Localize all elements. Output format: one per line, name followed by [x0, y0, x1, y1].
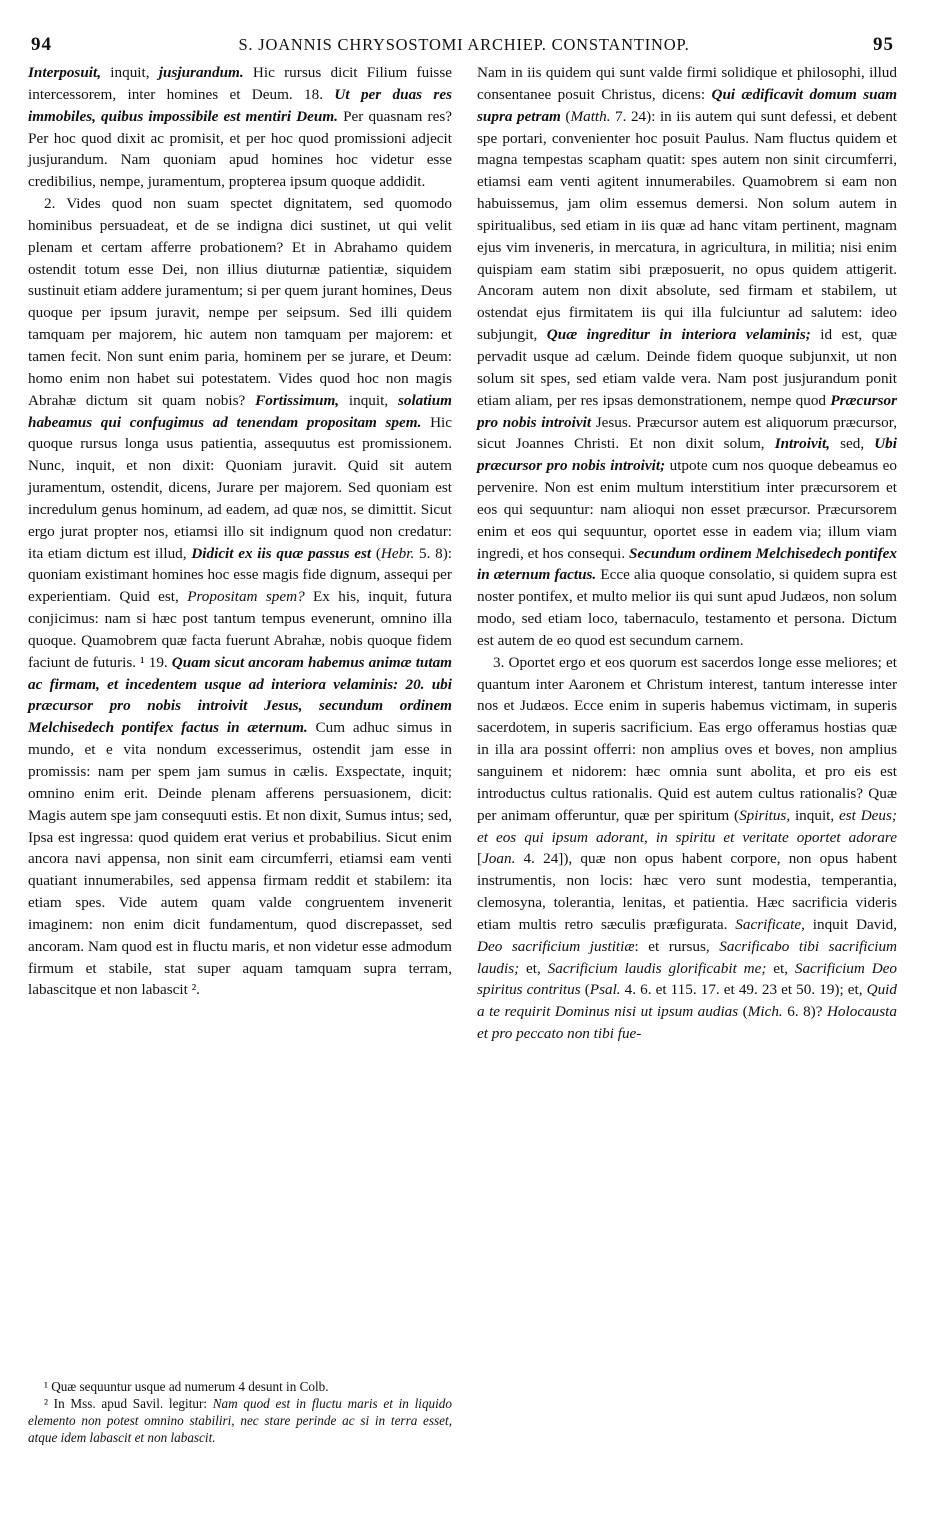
text-span: (: [371, 544, 381, 562]
text-span: est Deus; et eos qui ipsum adorant, in spiritu et veritate oportet adorare: [477, 806, 897, 846]
text-span: Nam quod est in fluctu maris et in liquido elemento non potest omnino stabiliri, nec stare perinde ac si in terra esset, atque idem labascit et non labascit.: [28, 1396, 452, 1445]
text-span: Ecce alia quoque consolatio, si quidem supra est noster pontifex, et multo melior iis qui sunt apud Judæos, non solum modo, sed etiam loco, tabernaculo, testamento et persona. Dictum est autem de eo quod est secundum carnem.: [477, 566, 897, 649]
text-span: Introivit,: [774, 435, 830, 453]
text-span: Mich.: [747, 1003, 783, 1021]
text-span: sed,: [829, 435, 875, 453]
right-paragraph-1: [477, 62, 897, 652]
text-span: 7. 24): in iis autem qui sunt defessi, et debent spe portari, convenienter hoc posuit Paulus. Nam fluctus quidem et magna tempestas scapham quatit: spes autem non sinit circumferri, etiamsi eam venti agitent innumerabiles. Quamobrem si eam non habuissemus, jam olim essemus demersi. Non solum autem in spiritualibus, sed etiam in iis quæ ad hanc vitam pertinent, magnam ejus vim inveneris, in mercatura, in agricultura, in militia; nisi enim quispiam eam statim sibi præposuerit, no opus quidem attigerit. Ancoram autem non dixit absolute, sed firmam et stabilem, ut ostendat ejus firmitatem iis qui illa fulciuntur ad salutem: ideo subjungit,: [477, 107, 898, 344]
text-span: (: [738, 1003, 748, 1021]
right-column: [477, 62, 897, 1045]
text-span: et,: [766, 959, 795, 977]
text-span: inquit,: [101, 64, 159, 81]
text-span: Per quasnam res? Per hoc quod dixit ac promisit, et per hoc quod promissioni adjecit jusjurandum. Nam quoniam apud homines hoc videtur esse credibilius, nempe, juramentum, propterea ipsum quoque addidit.: [28, 107, 453, 191]
text-span: ² In Mss. apud Savil. legitur:: [44, 1396, 213, 1411]
right-page-number: 95: [873, 34, 894, 55]
text-span: (: [560, 107, 571, 125]
text-span: Deo sacrificium justitiæ: [477, 937, 635, 955]
text-span: Ut per duas res immobiles, quibus impossibile est mentiri Deum.: [28, 85, 452, 125]
text-span: Quam sicut ancoram habemus animæ tutam ac firmam, et incedentem usque ad interiora velaminis: 20. ubi præcursor pro nobis introivit Jesus, secundum ordinem Melchisedech pontifex factus in æternum.: [28, 653, 452, 737]
text-span: et,: [519, 959, 548, 977]
text-span: Nam in iis quidem qui sunt valde firmi solidique et philosophi, illud consentanee posuit Christus, dicens:: [477, 64, 897, 103]
text-span: Interposuit,: [28, 64, 102, 81]
text-span: Spiritus,: [739, 806, 791, 824]
text-span: Fortissimum,: [255, 391, 340, 409]
running-title: S. JOANNIS CHRYSOSTOMI ARCHIEP. CONSTANTINOP.: [238, 35, 690, 54]
text-span: Psal.: [589, 981, 621, 999]
text-span: Sacrificium Deo spiritus contritus: [477, 959, 898, 999]
left-page-number: 94: [31, 34, 52, 55]
text-span: Didicit ex iis quæ passus est: [191, 544, 372, 562]
text-span: inquit,: [790, 806, 840, 824]
text-span: Joan.: [482, 850, 516, 868]
text-span: Propositam spem?: [187, 588, 305, 606]
text-span: Hic rursus dicit Filium fuisse intercessorem, inter homines et Deum. 18.: [28, 64, 452, 103]
text-span: 4. 6. et 115. 17. et 49. 23 et 50. 19); et,: [620, 981, 867, 999]
text-span: (: [580, 981, 590, 999]
text-span: Sacrificabo tibi sacrificium laudis;: [477, 937, 898, 977]
text-span: [: [477, 850, 483, 868]
text-span: inquit,: [339, 391, 398, 409]
text-span: Præcursor pro nobis introivit: [477, 391, 897, 431]
text-span: 4. 24]), quæ non opus habent corpore, non opus habent instrumentis, non locis: hæc vero sunt modestia, temperantia, clemosyna, tolerantia, lenitas, et patientia. Hæc sacrificia videris etiam multis retro sæculis præfigurata.: [477, 850, 897, 933]
text-span: jusjurandum.: [158, 64, 244, 81]
text-span: solatium habeamus qui confugimus ad tenendam propositam spem.: [28, 391, 452, 431]
left-paragraph-1: [28, 62, 452, 193]
text-span: Quid a te requirit Dominus nisi ut ipsum audias: [477, 981, 897, 1021]
footnotes: [28, 1378, 452, 1446]
text-span: Sacrificate: [735, 915, 802, 933]
text-span: Hebr.: [380, 544, 415, 562]
text-span: , inquit David,: [801, 915, 897, 933]
text-span: Quæ ingreditur in interiora velaminis;: [546, 326, 811, 344]
running-header: [28, 34, 900, 60]
right-paragraph-2: [477, 652, 897, 1045]
text-span: Ex his, inquit, futura conjicimus: nam si hæc post tantum tempus evenerunt, omnino illa quoque. Quamobrem quæ facta fuerunt Abrahæ, nobis quoque fidem faciunt de futuris. ¹ 19.: [28, 588, 452, 671]
footnote-2: [28, 1395, 452, 1446]
text-span: 6. 8)?: [782, 1003, 827, 1021]
text-span: 3. Oportet ergo et eos quorum est sacerdos longe esse meliores; et quantum inter Aaronem et Christum interest, tantum interesse inter nos et Judæos. Ecce enim in superis habemus victimam, in superis sacerdotem, in superis sacrificium. Eas ergo offeramus hostias quæ in illa ara possint offerri: non amplius oves et boves, non amplius sanguinem et nidorem: hæc omnia sunt abolita, et pro eis est introductus cultus rationalis. Quid est autem cultus rationalis? Quæ per animam offeruntur, quæ per spiritum (: [477, 653, 897, 824]
text-span: Hic quoque rursus longa usus patientia, assequutus est promissionem. Nunc, inquit, et non dixit: Quoniam juravit. Quid sit autem juramentum, ostendit, dicens, Jurare per majorem. Sed quoniam est incredulum genus hominum, ad eadem, ad quæ nos, se dimittit. Sicut ergo jurat propter nos, etiamsi illo sit indignum quod non credatur: ita etiam dictum est illud,: [28, 413, 452, 562]
left-column: [28, 62, 452, 1001]
text-span: Qui ædificavit domum suam supra petram: [477, 85, 898, 125]
text-span: : et rursus,: [634, 937, 720, 955]
text-span: utpote cum nos quoque debeamus eo pervenire. Non est enim multum interstitium inter præcursorem et eos qui sequuntur: nam alioqui non esset præcursor. Præcursorem enim et eos qui sequuntur, oportet esse in eadem via; illum viam ingredi, et hos consequi.: [477, 457, 897, 562]
left-paragraph-2: [28, 193, 452, 1001]
text-span: Jesus. Præcursor autem est aliquorum præcursor, sicut Joannes Christi. Et non dixit solum,: [477, 413, 897, 453]
footnote-1: ¹ Quæ sequuntur usque ad numerum 4 desunt in Colb.: [44, 1379, 329, 1394]
text-span: Matth.: [570, 107, 611, 125]
text-span: Holocausta et pro peccato non tibi fue-: [477, 1003, 897, 1043]
text-span: 5. 8): quoniam existimant homines hoc esse magis fide dignum, assequi per experientiam. Quid est,: [28, 544, 452, 606]
text-span: Secundum ordinem Melchisedech pontifex in æternum factus.: [477, 544, 897, 584]
text-span: Ubi præcursor pro nobis introivit;: [477, 435, 897, 475]
text-span: Cum adhuc simus in mundo, et e vita nondum excesserimus, ostendit jam esse in promissis: nam per spem jam sumus in cælis. Exspectate, inquit; omnino enim erit. Deinde plenam afferens persuasionem, dicit: Magis autem spe jam consequuti estis. Et non dixit, Sumus intus; sed, Ipsa est ingressa: quod quidem erat verius et probabilius. Sicut enim ancora navi appensa, non sinit eam circumferri, etiamsi eam venti quatiant innumerabiles, sed appensa firmam reddit et stabilem: ita etiam spes. Vide autem quam valde congruentem invenerit imaginem: non enim dicit fundamentum, quod discrepasset, sed ancoram. Nam quod est in fluctu maris, et non videtur esse admodum firmum et stabile, stat super aquam tamquam supra terram, labascitque et non labascit ².: [28, 719, 452, 999]
text-span: Sacrificium laudis glorificabit me;: [547, 959, 767, 977]
text-span: id est, quæ pervadit usque ad cælum. Deinde fidem quoque subjunxit, ut non solum sit spes, sed etiam valde vera. Nam post jusjurandum ponit etiam aliam, per res ipsas demonstrationem, nempe quod: [477, 326, 897, 409]
book-page: [28, 0, 900, 1540]
text-span: 2. Vides quod non suam spectet dignitatem, sed quomodo hominibus persuadeat, et de se indigna dici sustinet, ut qui velit plenam et certam afferre probationem? Et in Abrahamo quidem ostendit totum esse Dei, non illius diuturnæ patientiæ, siquidem sustinuit etiam addere juramentum; si per quem jurant homines, Deus quoque per ipsum juravit, nempe per seipsum. Sed illi quidem tamquam per majorem, hic autem non tamquam per majorem: et tamen fecit. Non sunt enim paria, hominem per se jurare, et Deum: homo enim non habet sui potestatem. Vides quod hoc non magis Abrahæ dictum sit quam nobis?: [28, 195, 452, 409]
